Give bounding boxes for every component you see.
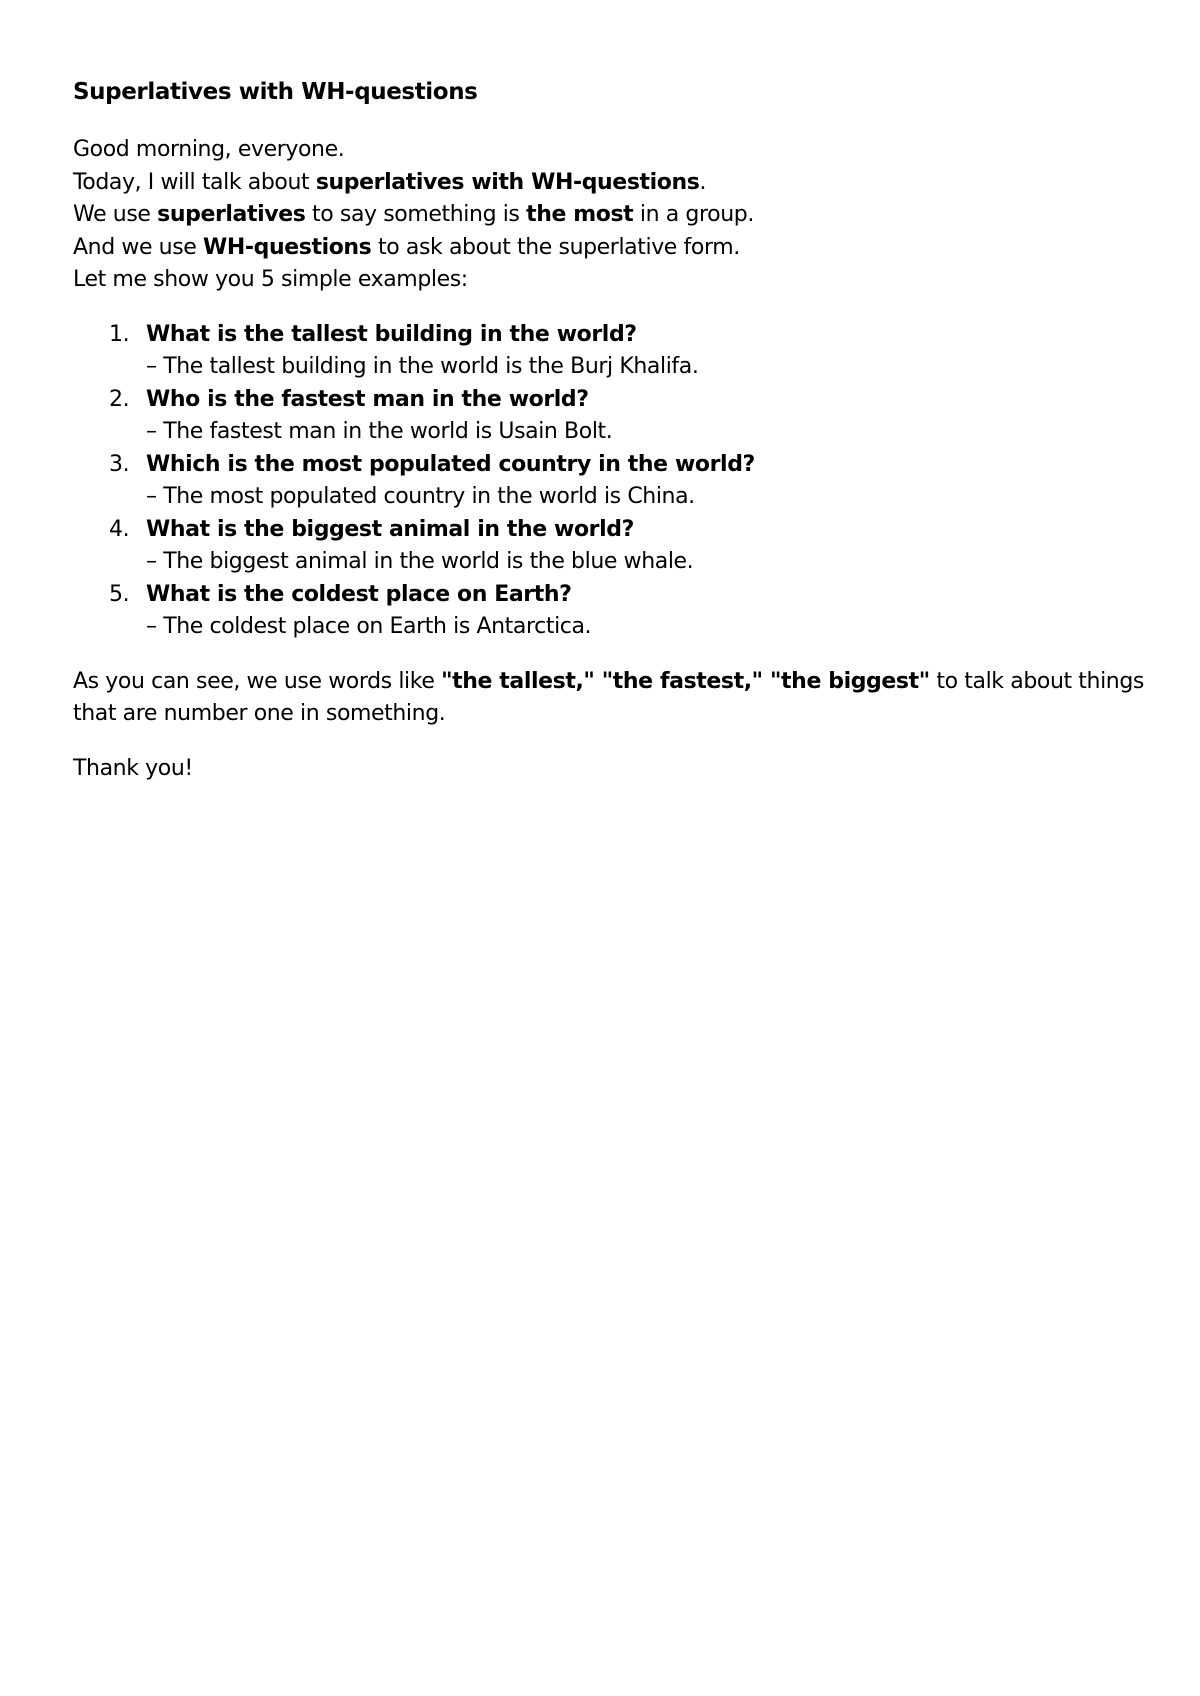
list-item	[73, 579, 1133, 644]
list-item-question: What is the tallest building in the world?	[146, 321, 637, 347]
list-item-number: 3.	[109, 451, 130, 477]
list-item-answer: – The biggest animal in the world is the blue whale.	[146, 549, 694, 574]
conclusion-line-2: that are number one in something.	[73, 701, 446, 726]
intro-line-wh: And we use WH-questions to ask about the superlative form.	[73, 234, 740, 260]
document-title: Superlatives with WH-questions	[73, 79, 478, 105]
list-item-question: What is the coldest place on Earth?	[146, 581, 572, 607]
intro-most-bold: the most	[526, 202, 634, 227]
closing-thanks: Thank you!	[73, 755, 193, 781]
list-item-answer: – The fastest man in the world is Usain Bolt.	[146, 419, 613, 444]
conclusion-examples-bold: "the tallest," "the fastest," "the biggest"	[441, 668, 930, 694]
list-item-number: 4.	[109, 516, 130, 542]
list-item-number: 5.	[109, 581, 130, 607]
list-item	[73, 514, 1133, 579]
list-item-answer: – The most populated country in the world is China.	[146, 484, 695, 509]
list-item-number: 2.	[109, 386, 130, 412]
list-item-question: Which is the most populated country in the world?	[146, 451, 755, 477]
intro-greeting: Good morning, everyone.	[73, 137, 345, 162]
intro-paragraph	[73, 134, 1133, 297]
list-item	[73, 319, 1133, 384]
list-item	[73, 384, 1133, 449]
document-page	[73, 72, 1144, 785]
intro-line-superlatives: We use superlatives to say something is the most in a group.	[73, 202, 754, 227]
list-item-number: 1.	[109, 321, 130, 347]
conclusion-paragraph	[73, 666, 1144, 731]
list-item-question: What is the biggest animal in the world?	[146, 516, 634, 542]
conclusion-line-1: As you can see, we use words like "the tallest," "the fastest," "the biggest" to talk about things	[73, 668, 1144, 694]
examples-list	[73, 319, 1133, 644]
intro-line-examples: Let me show you 5 simple examples:	[73, 267, 468, 292]
list-item-answer: – The coldest place on Earth is Antarctica.	[146, 614, 592, 639]
intro-topic-bold: superlatives with WH-questions	[315, 169, 700, 195]
list-item-answer: – The tallest building in the world is the Burj Khalifa.	[146, 354, 699, 379]
list-item-question: Who is the fastest man in the world?	[146, 386, 589, 412]
intro-wh-bold: WH-questions	[203, 234, 372, 260]
intro-line-topic: Today, I will talk about superlatives with WH-questions.	[73, 169, 707, 195]
list-item	[73, 449, 1133, 514]
intro-superlatives-bold: superlatives	[157, 202, 306, 227]
